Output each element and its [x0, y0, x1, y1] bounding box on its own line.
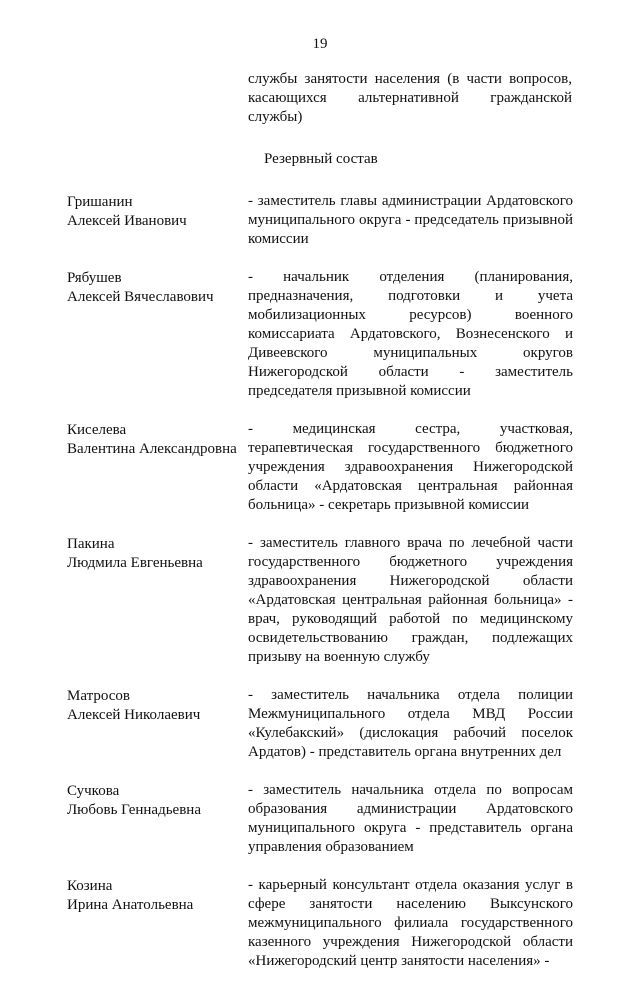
member-name — [67, 420, 248, 515]
member-role: - карьерный консультант отдела оказания услуг в сфере занятости населению Выксунского межмуниципального филиала государственного казенного учреждения Нижегородской области «Нижегородский центр занятости населения» - — [248, 877, 573, 969]
member-given-names: Любовь Геннадьевна — [67, 801, 201, 818]
member-role: - заместитель главного врача по лечебной части государственного бюджетного учреждения здравоохранения Нижегородской области «Ардатовская центральная районная больница» - врач, руководящий работой по медицинскому освидетельствованию граждан, подлежащих призыву на военную службу — [248, 535, 573, 665]
member-entry — [67, 876, 573, 971]
member-role: - начальник отделения (планирования, предназначения, подготовки и учета мобилизационных ресурсов) военного комиссариата Ардатовского, Вознесенского и Дивеевского муниципальных округов Нижегородской области - заместитель председателя призывной комиссии — [248, 269, 573, 399]
member-name — [67, 192, 248, 249]
member-given-names: Валентина Александровна — [67, 440, 237, 457]
member-name — [67, 268, 248, 401]
members-list — [67, 192, 573, 990]
continuation-paragraph: службы занятости населения (в части вопросов, касающихся альтернативной гражданской службы) — [248, 71, 572, 125]
member-given-names: Ирина Анатольевна — [67, 896, 194, 913]
member-surname: Рябушев — [67, 270, 122, 286]
section-title: Резервный состав — [264, 151, 378, 167]
member-name — [67, 686, 248, 762]
member-entry — [67, 192, 573, 249]
member-role: - медицинская сестра, участковая, терапевтическая государственного бюджетного учреждения здравоохранения Нижегородской области «Ардатовская центральная районная больница» - секретарь призывной комиссии — [248, 421, 573, 513]
member-name — [67, 781, 248, 857]
member-role: - заместитель начальника отдела полиции Межмуниципального отдела МВД России «Кулебакский» (дислокация рабочий поселок Ардатов) - представитель органа внутренних дел — [248, 687, 573, 760]
page-number: 19 — [312, 36, 328, 52]
member-given-names: Людмила Евгеньевна — [67, 554, 203, 571]
member-name — [67, 534, 248, 667]
member-entry — [67, 781, 573, 857]
member-surname: Козина — [67, 878, 113, 894]
member-surname: Матросов — [67, 688, 130, 704]
member-given-names: Алексей Иванович — [67, 212, 187, 229]
member-surname: Киселева — [67, 422, 127, 438]
member-given-names: Алексей Вячеславович — [67, 288, 214, 305]
member-entry — [67, 686, 573, 762]
member-role: - заместитель начальника отдела по вопросам образования администрации Ардатовского муниципального округа - представитель органа управления образованием — [248, 782, 573, 855]
member-surname: Пакина — [67, 536, 115, 552]
member-surname: Гришанин — [67, 194, 133, 210]
member-role: - заместитель главы администрации Ардатовского муниципального округа - председатель призывной комиссии — [248, 193, 573, 247]
member-entry — [67, 268, 573, 401]
member-entry — [67, 420, 573, 515]
member-entry — [67, 534, 573, 667]
member-name — [67, 876, 248, 971]
member-surname: Сучкова — [67, 783, 120, 799]
member-given-names: Алексей Николаевич — [67, 706, 201, 723]
